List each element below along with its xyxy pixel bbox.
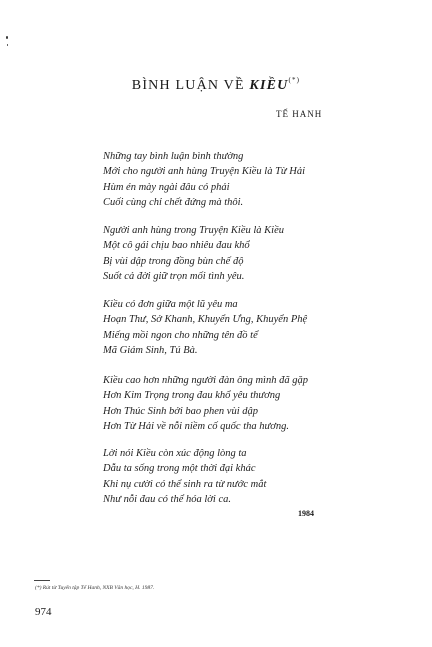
poem-line: Kiều có đơn giữa một lũ yêu ma <box>103 299 238 310</box>
author-name: TẾ HANH <box>276 109 323 119</box>
title-name: KIỀU <box>249 78 289 93</box>
title-prefix: BÌNH LUẬN VỀ <box>131 78 245 93</box>
poem-line: Hùm én mày ngài đâu có phải <box>103 181 230 193</box>
stanza-2 <box>103 223 403 284</box>
poem-line: Suốt cả đời giữ trọn mối tình yêu. <box>103 270 245 282</box>
poem-line: Bị vùi dập trong đồng bùn chế độ <box>103 255 244 267</box>
poem-line: Cuối cùng chỉ chết đứng mà thôi. <box>103 196 244 208</box>
title-footnote-mark: (*) <box>288 76 301 84</box>
poem-line: Lời nói Kiều còn xúc động lòng ta <box>103 448 247 459</box>
poem-line: Một cô gái chịu bao nhiêu đau khổ <box>103 240 250 252</box>
poem-line: Hơn Kim Trọng trong đau khổ yêu thương <box>103 390 281 402</box>
poem-line: Mã Giám Sinh, Tú Bà. <box>103 344 198 356</box>
stanza-1 <box>103 149 403 210</box>
poem-line: Khi nụ cười có thể sinh ra từ nước mắt <box>103 478 267 490</box>
scan-speck <box>7 44 8 46</box>
footnote-text: (*) Rút từ Tuyển tập Tế Hanh, NXB Văn học, H. 1987. <box>35 585 155 591</box>
poem-line: Hơn Thúc Sinh bởi bao phen vùi dập <box>103 405 258 417</box>
poem-line: Dẫu ta sống trong một thời đại khác <box>103 463 256 475</box>
footnote-divider <box>34 580 50 581</box>
poem-title <box>0 76 432 94</box>
poem-line: Người anh hùng trong Truyện Kiều là Kiều <box>103 225 284 236</box>
poem-line: Hơn Từ Hải về nỗi niềm cố quốc tha hương. <box>103 420 289 432</box>
scan-speck <box>6 36 8 39</box>
poem-line: Kiều cao hơn những người đàn ông mình đã gặp <box>103 375 308 386</box>
stanza-5 <box>103 446 403 507</box>
poem-year: 1984 <box>298 509 314 518</box>
poem-line: Những tay bình luận bình thường <box>103 151 244 162</box>
stanza-4 <box>103 373 403 434</box>
poem-line: Miếng mồi ngon cho những tên đồ tể <box>103 329 258 341</box>
page-number: 974 <box>35 606 52 618</box>
stanza-3 <box>103 297 403 358</box>
poem-line: Mới cho người anh hùng Truyện Kiều là Từ Hải <box>103 166 306 178</box>
poem-line: Như nỗi đau có thể hóa lời ca. <box>103 493 231 505</box>
poem-line: Hoạn Thư, Sở Khanh, Khuyển Ưng, Khuyển Phệ <box>103 314 308 326</box>
